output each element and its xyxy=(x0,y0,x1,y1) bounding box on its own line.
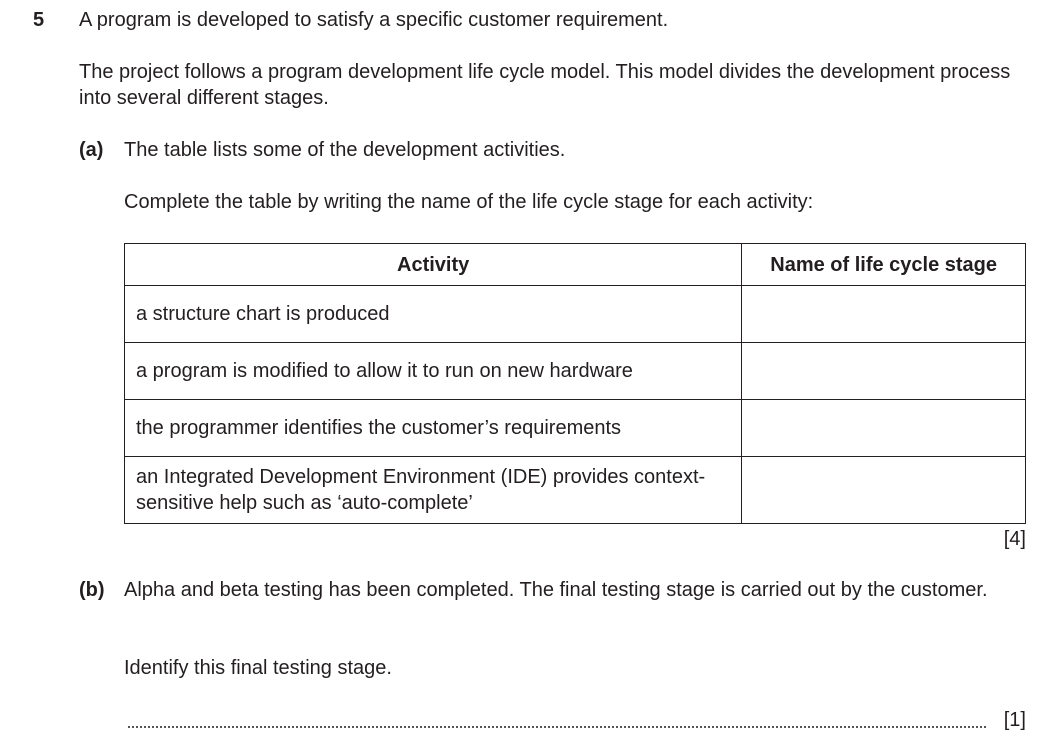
table-row xyxy=(125,286,1026,343)
part-b-marks: [1] xyxy=(1003,709,1026,731)
question-number: 5 xyxy=(33,9,45,31)
table-row xyxy=(125,343,1026,400)
stage-column-header: Name of life cycle stage xyxy=(742,244,1026,286)
stage-answer-cell[interactable] xyxy=(742,400,1026,457)
part-b-label: (b) xyxy=(79,579,105,601)
part-a-marks: [4] xyxy=(1003,528,1026,550)
answer-line[interactable] xyxy=(128,726,986,728)
life-cycle-table xyxy=(124,243,1026,524)
part-a-instruction: Complete the table by writing the name of the life cycle stage for each activity: xyxy=(124,191,814,213)
stage-answer-cell[interactable] xyxy=(742,457,1026,524)
part-a-label: (a) xyxy=(79,139,104,161)
table-row xyxy=(125,400,1026,457)
activity-cell: an Integrated Development Environment (IDE) provides context-sensitive help such as ‘auto-complete’ xyxy=(125,457,742,524)
part-b-instruction: Identify this final testing stage. xyxy=(124,657,392,679)
stage-answer-cell[interactable] xyxy=(742,286,1026,343)
activity-cell: the programmer identifies the customer’s requirements xyxy=(125,400,742,457)
activity-cell: a structure chart is produced xyxy=(125,286,742,343)
part-a-text: The table lists some of the development activities. xyxy=(124,139,566,161)
stage-answer-cell[interactable] xyxy=(742,343,1026,400)
part-b-text: Alpha and beta testing has been completed. The final testing stage is carried out by the customer. xyxy=(124,579,988,601)
question-stem-line2: The project follows a program development life cycle model. This model divides the development process into several different stages. xyxy=(79,61,1011,109)
table-row xyxy=(125,457,1026,524)
activity-column-header: Activity xyxy=(125,244,742,286)
question-stem-line1: A program is developed to satisfy a specific customer requirement. xyxy=(79,9,669,31)
activity-cell: a program is modified to allow it to run on new hardware xyxy=(125,343,742,400)
table-header-row xyxy=(125,244,1026,286)
